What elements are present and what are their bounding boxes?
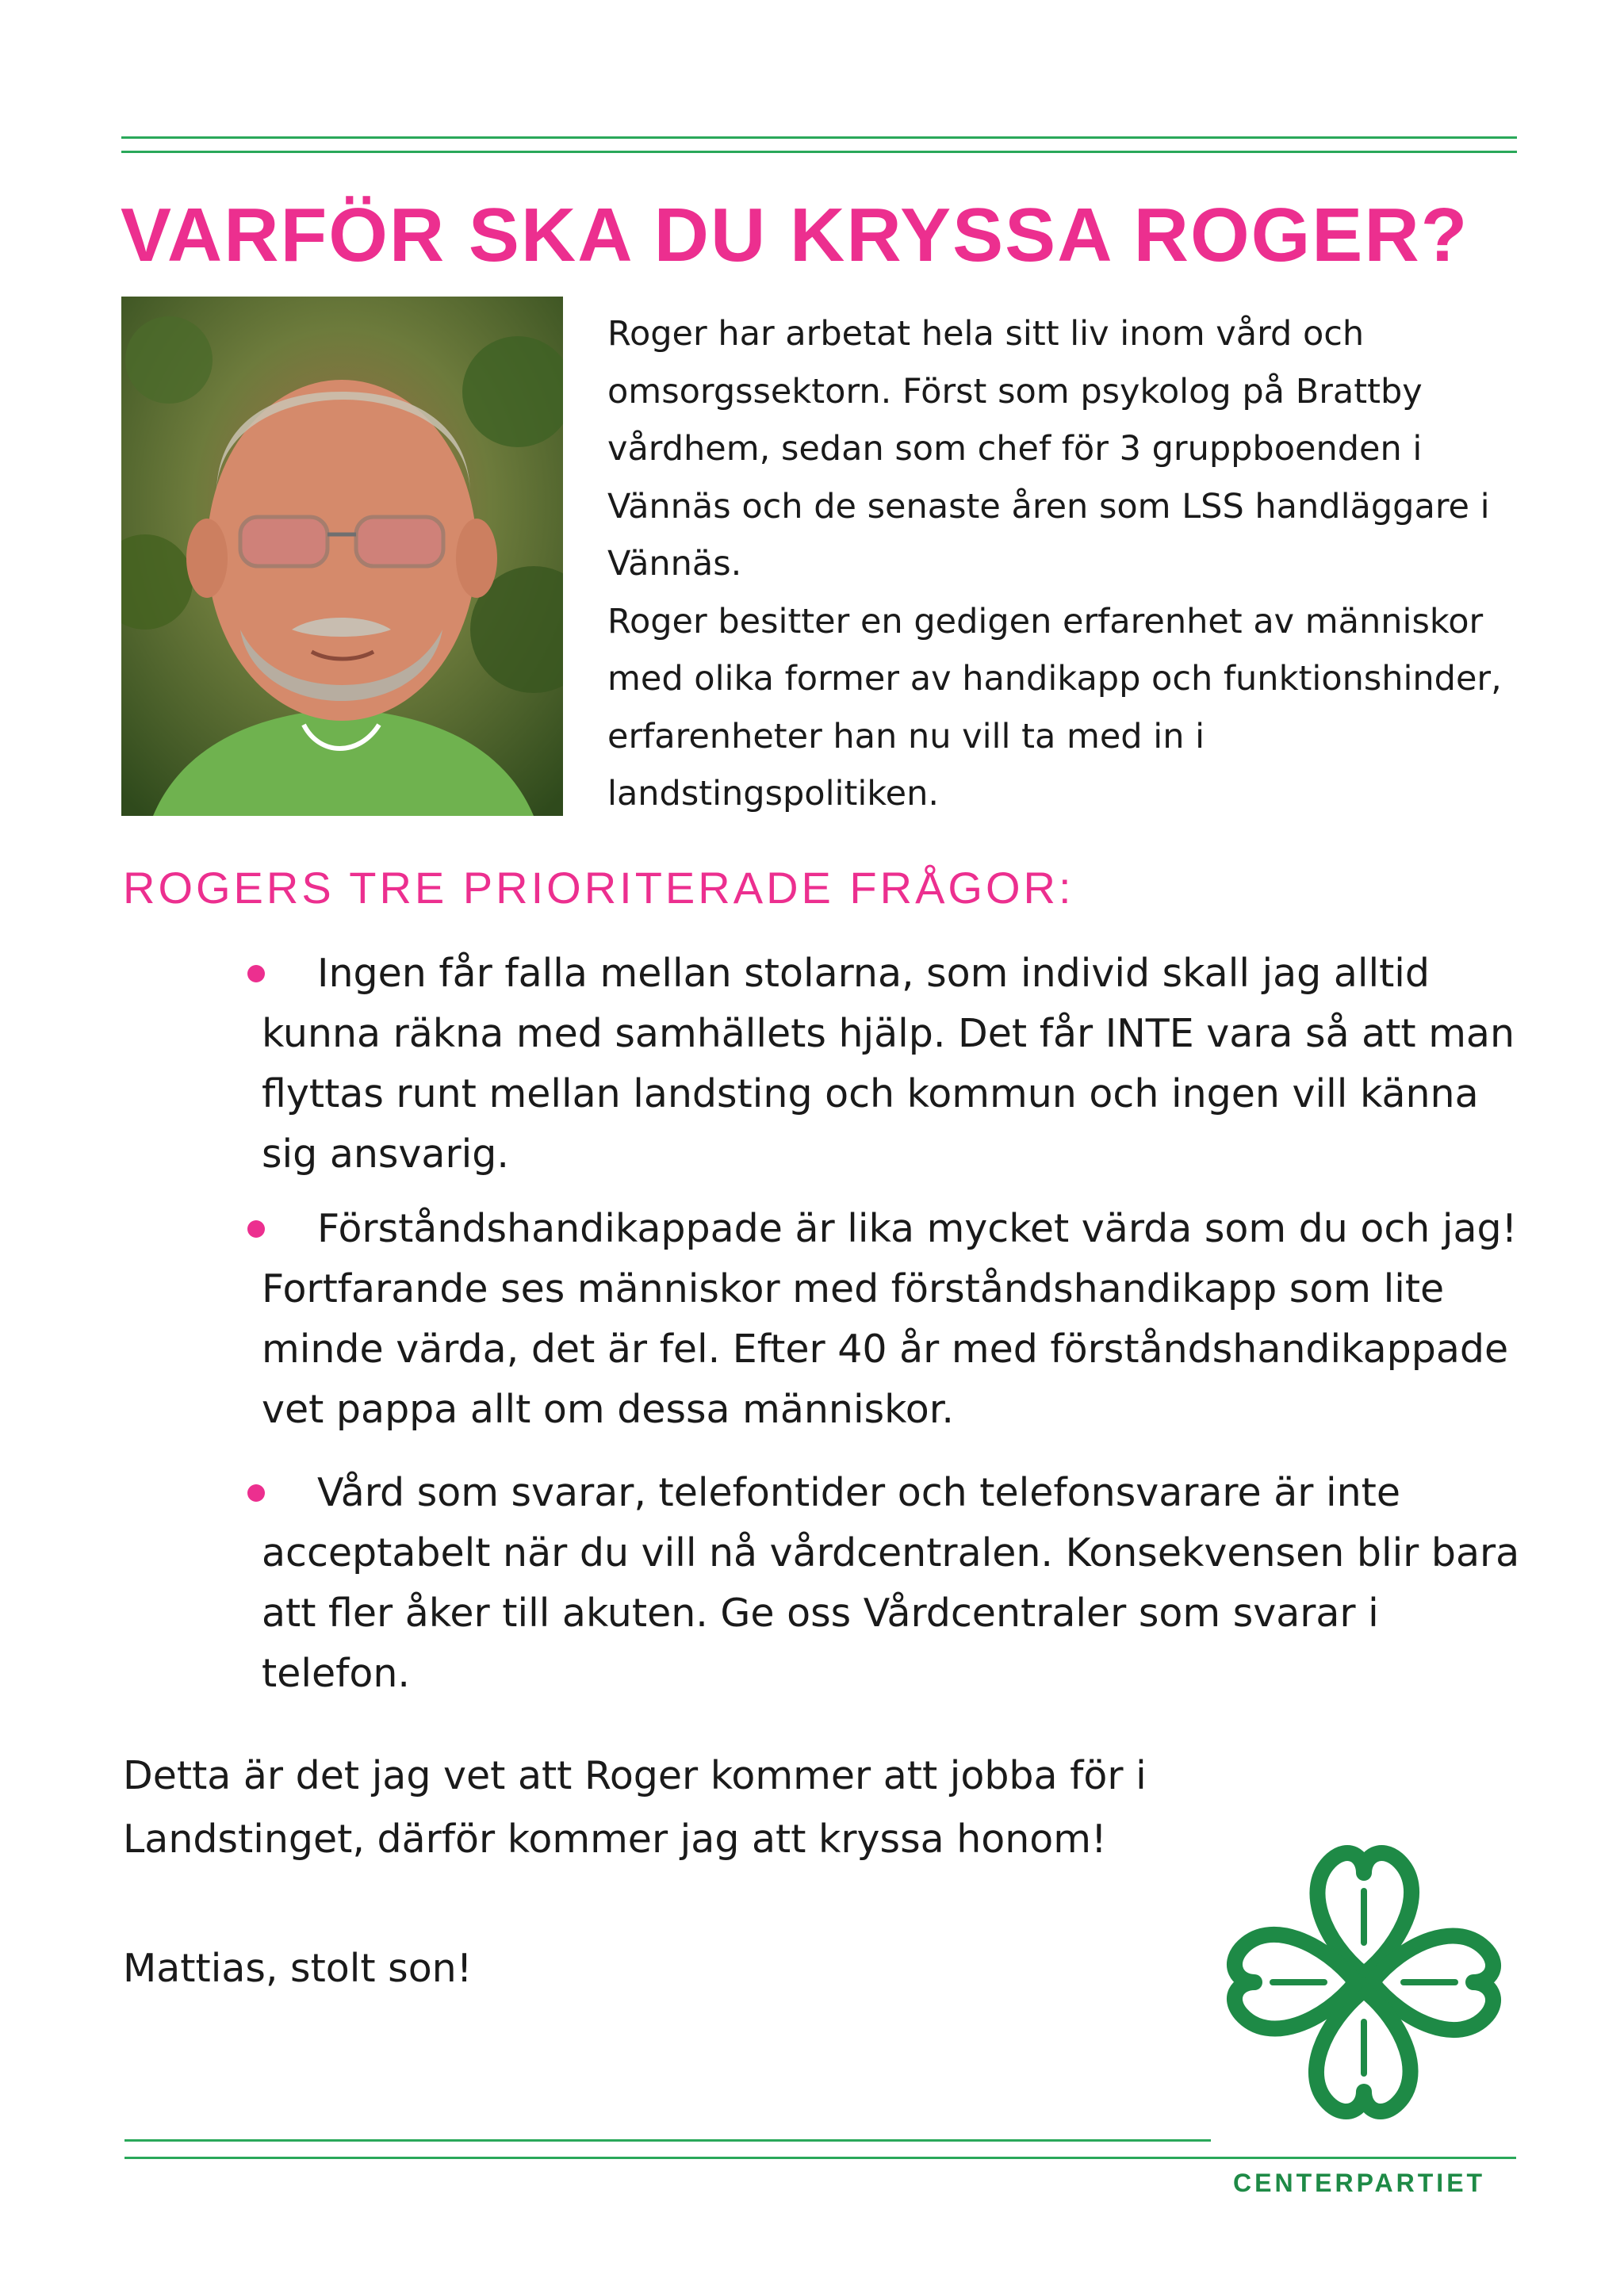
closing-statement: Detta är det jag vet att Roger kommer att jobba för i Landstinget, därför kommer jag att kryssa honom! <box>123 1753 1147 1862</box>
signature: Mattias, stolt son! <box>123 1946 473 1991</box>
candidate-photo <box>121 297 563 816</box>
top-rule-upper <box>121 136 1517 139</box>
candidate-portrait <box>121 297 563 816</box>
list-item <box>262 1463 1522 1704</box>
list-item <box>262 1199 1522 1440</box>
intro-text <box>607 305 1527 823</box>
priority-text: Förståndshandikappade är lika mycket värda som du och jag! Fortfarande ses människor med förståndshandikapp som lite minde värda, det är fel. Efter 40 år med förståndshandikappade vet pappa allt om dessa människor. <box>262 1206 1518 1432</box>
bullet-dot-icon <box>247 965 265 982</box>
priority-text: Ingen får falla mellan stolarna, som individ skall jag alltid kunna räkna med samhällets hjälp. Det får INTE vara så att man flyttas runt mellan landsting och kommun och ingen vill känna sig ansvarig. <box>262 951 1515 1177</box>
top-rule-lower <box>121 151 1517 153</box>
party-name: CENTERPARTIET <box>1233 2169 1486 2197</box>
four-leaf-clover-icon <box>1205 1824 1522 2141</box>
priorities-heading: ROGERS TRE PRIORITERADE FRÅGOR: <box>123 863 1074 913</box>
page-title: VARFÖR SKA DU KRYSSA ROGER? <box>121 193 1469 278</box>
intro-paragraph-1: Roger har arbetat hela sitt liv inom vård och omsorgssektorn. Först som psykolog på Brattby vårdhem, sedan som chef för 3 gruppboenden i Vännäs och de senaste åren som LSS handläggare i Vännäs. <box>607 314 1490 584</box>
bottom-rule-upper <box>124 2139 1211 2142</box>
priority-text: Vård som svarar, telefontider och telefonsvarare är inte acceptabelt när du vill nå vårdcentralen. Konsekvensen blir bara att fler åker till akuten. Ge oss Vårdcentraler som svarar i telefon. <box>262 1470 1520 1696</box>
bullet-dot-icon <box>247 1220 265 1238</box>
bullet-dot-icon <box>247 1484 265 1502</box>
intro-paragraph-2: Roger besitter en gedigen erfarenhet av människor med olika former av handikapp och funktionshinder, erfarenheter han nu vill ta med in i landstingspolitiken. <box>607 601 1502 814</box>
list-item <box>262 944 1522 1185</box>
bottom-rule-lower <box>124 2157 1516 2159</box>
